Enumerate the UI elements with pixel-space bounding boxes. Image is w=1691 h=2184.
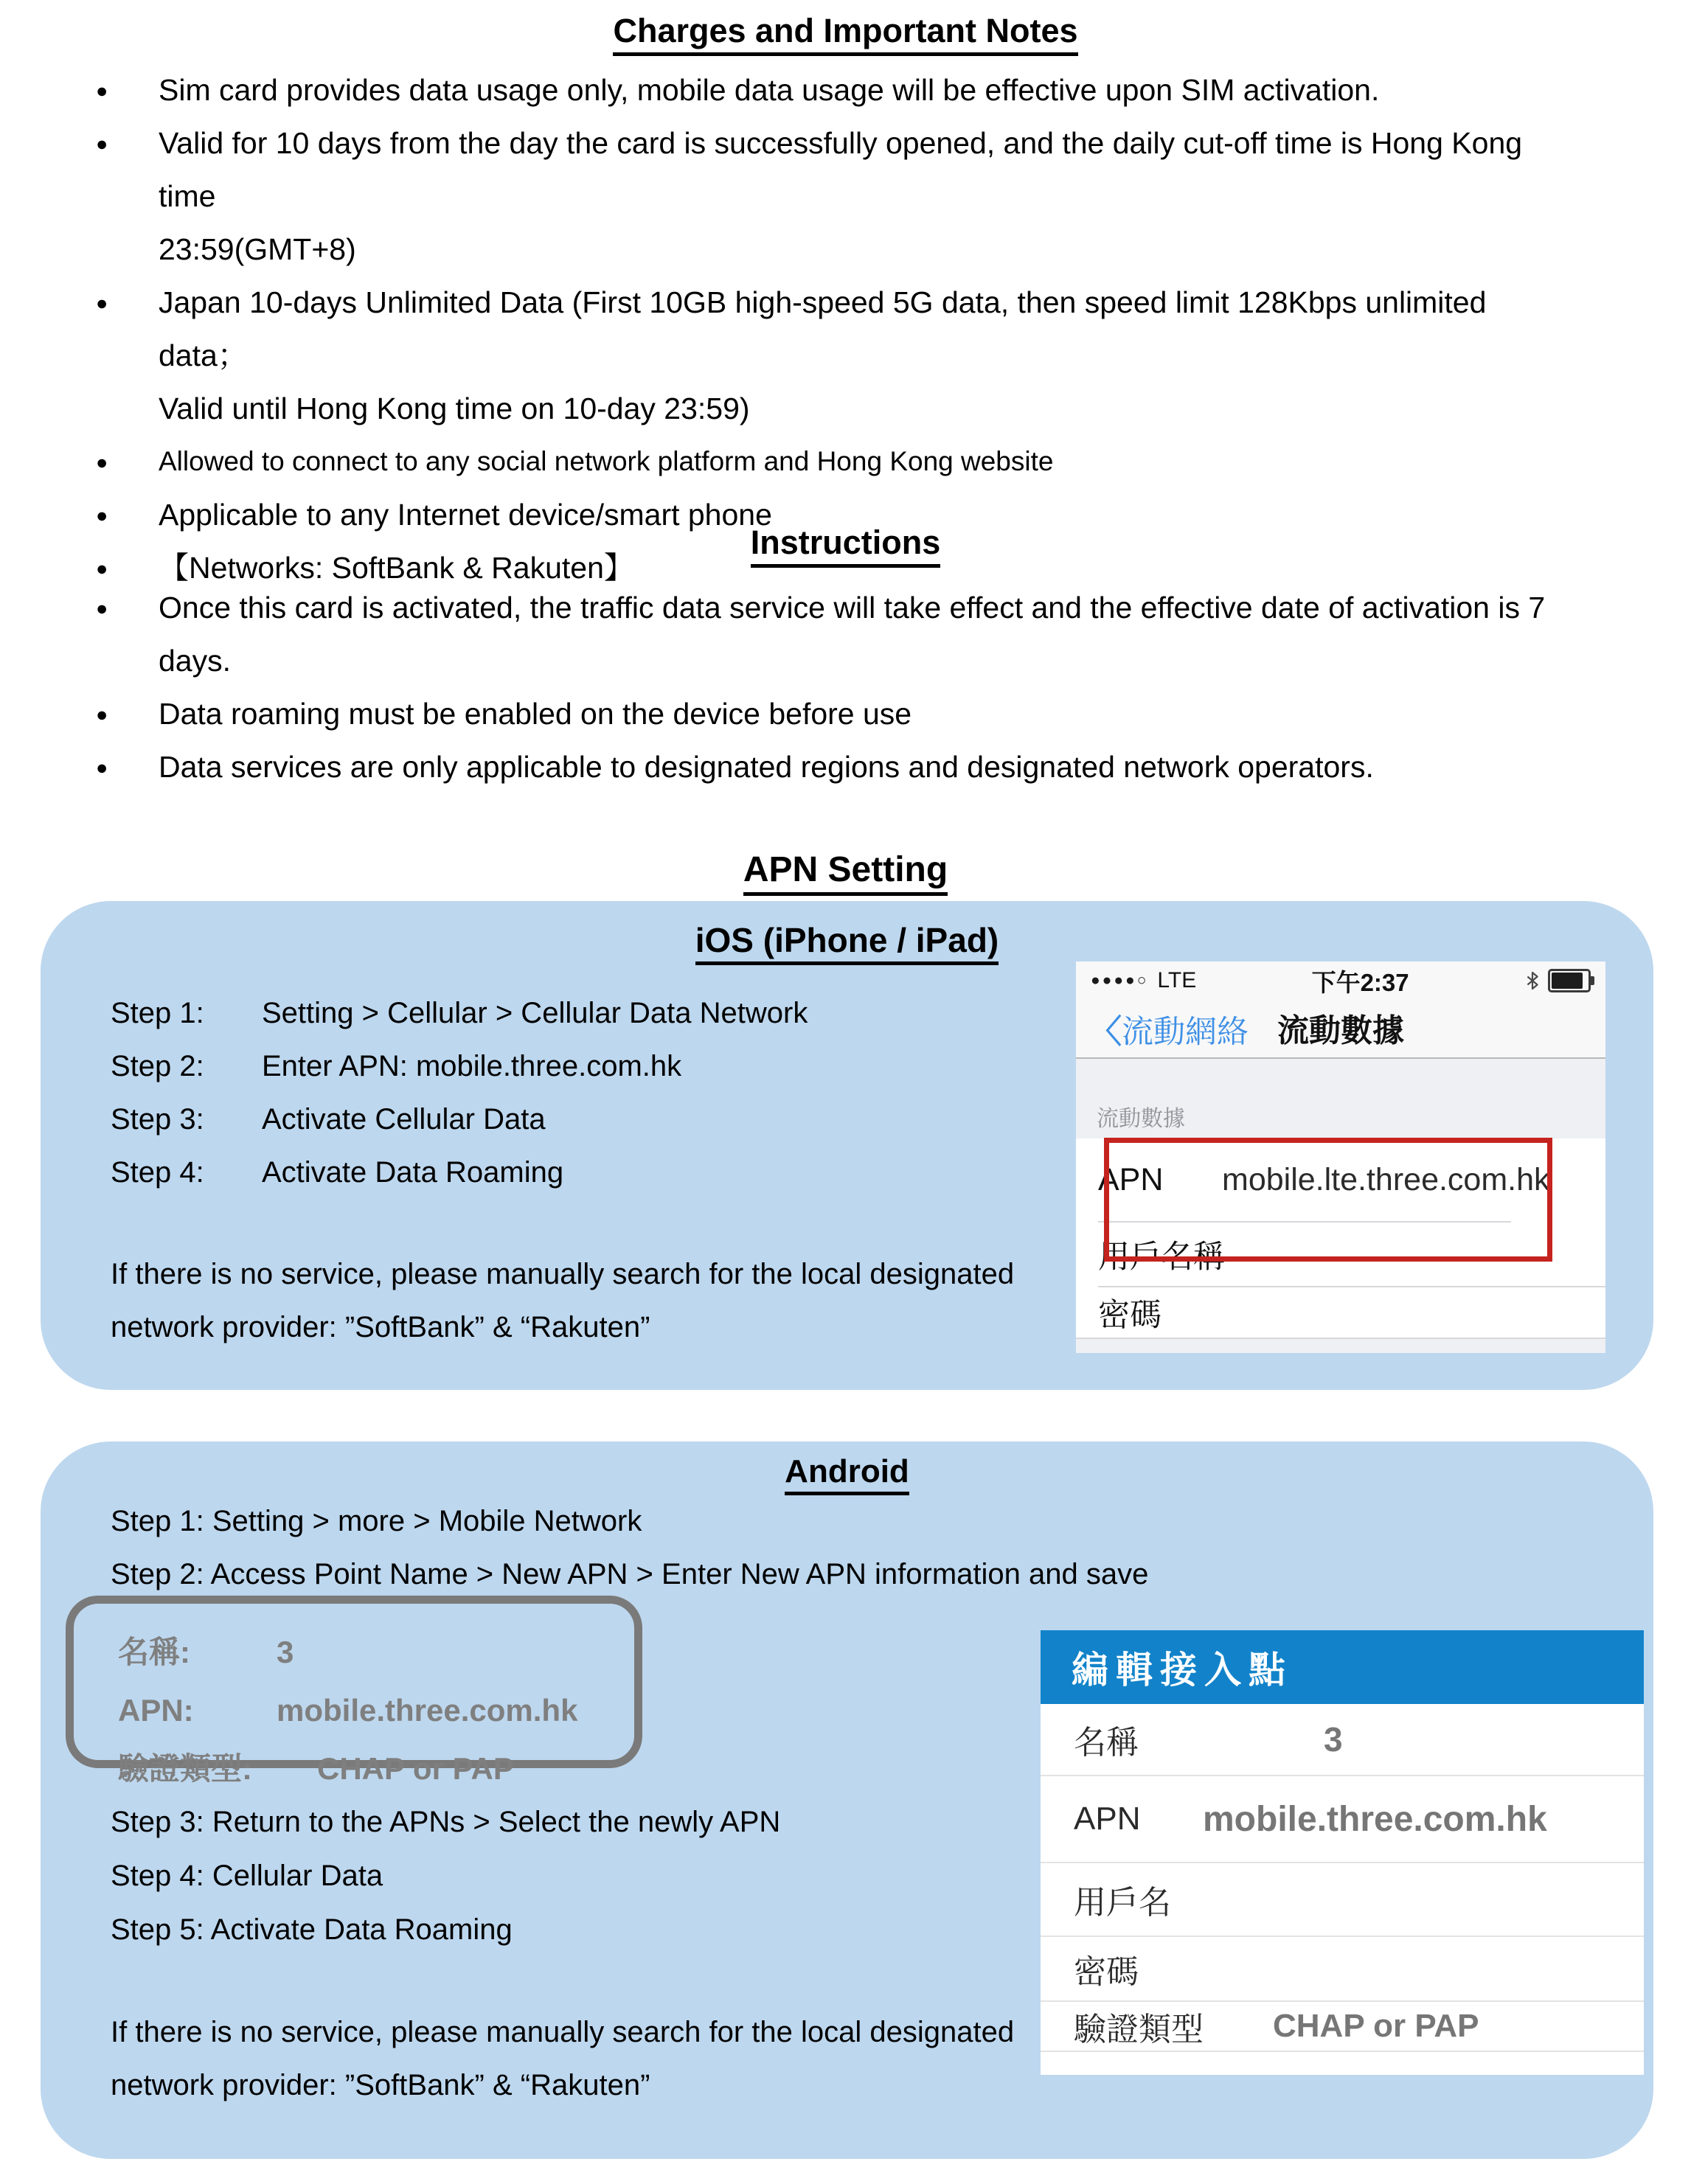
config-apn-label: APN:	[118, 1693, 194, 1728]
step-line: Step 1: Setting > more > Mobile Network	[111, 1505, 642, 1537]
step-text: Setting > Cellular > Cellular Data Network	[262, 997, 808, 1029]
apn-row	[1041, 1776, 1644, 1863]
instructions-bullet-list	[0, 581, 1622, 793]
config-name-value: 3	[277, 1635, 294, 1669]
config-line	[118, 1739, 634, 1798]
note-line: If there is no service, please manually search for the local designated	[111, 2016, 1015, 2048]
list-item	[0, 63, 1622, 116]
list-item	[0, 581, 1622, 687]
password-row-label: 密碼	[1074, 1954, 1139, 1990]
bullet-line: ● Sim card provides data usage only, mobile data usage will be effective upon SIM activation.	[159, 73, 1380, 107]
list-item	[0, 687, 1622, 740]
apn-highlight-box	[1104, 1138, 1552, 1262]
bullet-line: Valid until Hong Kong time on 10-day 23:59)	[159, 392, 750, 425]
ios-settings-screenshot	[1076, 961, 1605, 1353]
username-row-label: 用戶名稱	[1098, 1239, 1225, 1275]
auth-type-label: 驗證類型	[1074, 2011, 1204, 2048]
nav-title: 流動數據	[1277, 1013, 1404, 1049]
status-right-icons	[1524, 969, 1591, 992]
ios-no-service-note	[111, 1248, 1143, 1354]
apn-row-label: APN	[1074, 1801, 1141, 1837]
username-row-label: 用戶名	[1074, 1885, 1171, 1921]
android-panel	[41, 1441, 1653, 2159]
bullet-line: ● Valid for 10 days from the day the card is successfully opened, and the daily cut-off time is Hong Kong time	[159, 126, 1523, 213]
config-auth-label: 驗證類型:	[118, 1751, 252, 1786]
ios-status-bar	[1076, 961, 1605, 1000]
step-line	[111, 1040, 808, 1093]
charges-bullet-list	[0, 63, 1622, 594]
step-label: Step 2:	[111, 1050, 204, 1082]
step-label: Step 1:	[111, 997, 204, 1029]
android-settings-screenshot	[1041, 1630, 1644, 2075]
name-row-label: 名稱	[1074, 1725, 1139, 1761]
list-item	[0, 276, 1622, 435]
signal-strength-icon: ●●●●○	[1091, 972, 1149, 989]
bullet-line: ● Data services are only applicable to designated regions and designated network operators.	[159, 750, 1374, 784]
step-text: Activate Cellular Data	[262, 1103, 546, 1136]
bullet-line: ● 【Networks: SoftBank & Rakuten】	[159, 551, 634, 585]
bullet-line: 23:59(GMT+8)	[159, 232, 356, 266]
username-row	[1041, 1863, 1644, 1937]
ios-section-spacer	[1076, 1059, 1605, 1138]
name-row	[1041, 1704, 1644, 1776]
bluetooth-icon	[1524, 970, 1541, 992]
step-line	[111, 1093, 808, 1146]
password-row	[1076, 1287, 1605, 1338]
ios-panel-title: iOS (iPhone / iPad)	[41, 901, 1653, 960]
apn-setting-title: APN Setting	[0, 849, 1691, 890]
note-line: network provider: ”SoftBank” & “Rakuten”	[111, 1311, 650, 1343]
apn-row-value: mobile.lte.three.com.hk	[1222, 1161, 1550, 1197]
step-line: Step 2: Access Point Name > New APN > Enter New APN information and save	[111, 1558, 1149, 1590]
note-line: network provider: ”SoftBank” & “Rakuten”	[111, 2069, 650, 2101]
android-edit-apn-header: 編輯接入點	[1041, 1630, 1644, 1704]
apn-config-callout	[66, 1596, 642, 1786]
step-line	[111, 1146, 808, 1199]
apn-row-label: APN	[1098, 1161, 1164, 1197]
note-line: If there is no service, please manually search for the local designated	[111, 1258, 1015, 1290]
battery-icon	[1548, 969, 1591, 992]
step-line: Step 5: Activate Data Roaming	[111, 1913, 513, 1946]
list-item	[0, 740, 1622, 793]
config-auth-value: CHAP or PAP	[317, 1751, 514, 1786]
list-item	[0, 435, 1622, 488]
carrier-label: LTE	[1157, 968, 1197, 992]
bullet-line: ● Data roaming must be enabled on the device before use	[159, 697, 912, 731]
ios-footer-strip	[1076, 1338, 1605, 1353]
back-label: 流動網絡	[1122, 1015, 1249, 1050]
ios-steps	[111, 987, 808, 1199]
step-label: Step 4:	[111, 1156, 204, 1189]
config-line	[118, 1681, 634, 1739]
config-apn-value: mobile.three.com.hk	[277, 1693, 578, 1728]
chevron-left-icon: 〈	[1089, 1014, 1122, 1050]
bullet-line: ● Applicable to any Internet device/smart phone	[159, 498, 772, 532]
android-steps-top	[111, 1495, 1148, 1601]
list-item	[0, 116, 1622, 276]
ios-nav-bar	[1076, 1000, 1605, 1059]
bullet-line: ● Japan 10-days Unlimited Data (First 10GB high-speed 5G data, then speed limit 128Kbps unlimited data；	[159, 285, 1487, 372]
password-row-label: 密碼	[1098, 1297, 1162, 1333]
step-text: Activate Data Roaming	[262, 1156, 564, 1189]
bullet-line: ● Allowed to connect to any social network platform and Hong Kong website	[159, 446, 1054, 476]
name-row-value: 3	[1324, 1720, 1343, 1759]
android-steps-bottom	[111, 1795, 780, 1957]
section-label: 流動數據	[1097, 1107, 1185, 1131]
auth-type-row	[1041, 2002, 1644, 2052]
step-line: Step 3: Return to the APNs > Select the newly APN	[111, 1806, 781, 1838]
auth-type-value: CHAP or PAP	[1273, 2008, 1479, 2044]
password-row	[1041, 1937, 1644, 2002]
step-line	[111, 987, 808, 1040]
bullet-line: ● Once this card is activated, the traffic data service will take effect and the effective date of activation is 7	[159, 591, 1546, 625]
config-line	[118, 1623, 634, 1681]
instructions-title: Instructions	[0, 524, 1691, 562]
step-text: Enter APN: mobile.three.com.hk	[262, 1050, 682, 1082]
config-name-label: 名稱:	[118, 1635, 190, 1669]
apn-row-value: mobile.three.com.hk	[1203, 1799, 1547, 1839]
android-panel-title: Android	[41, 1441, 1653, 1490]
ios-panel	[41, 901, 1653, 1390]
android-footer-strip	[1041, 2052, 1644, 2075]
step-line: Step 4: Cellular Data	[111, 1860, 383, 1892]
android-no-service-note	[111, 2006, 1143, 2112]
step-label: Step 3:	[111, 1103, 204, 1136]
status-time: 下午2:37	[1311, 968, 1409, 996]
charges-title: Charges and Important Notes	[0, 12, 1691, 50]
bullet-line: days.	[159, 644, 231, 678]
